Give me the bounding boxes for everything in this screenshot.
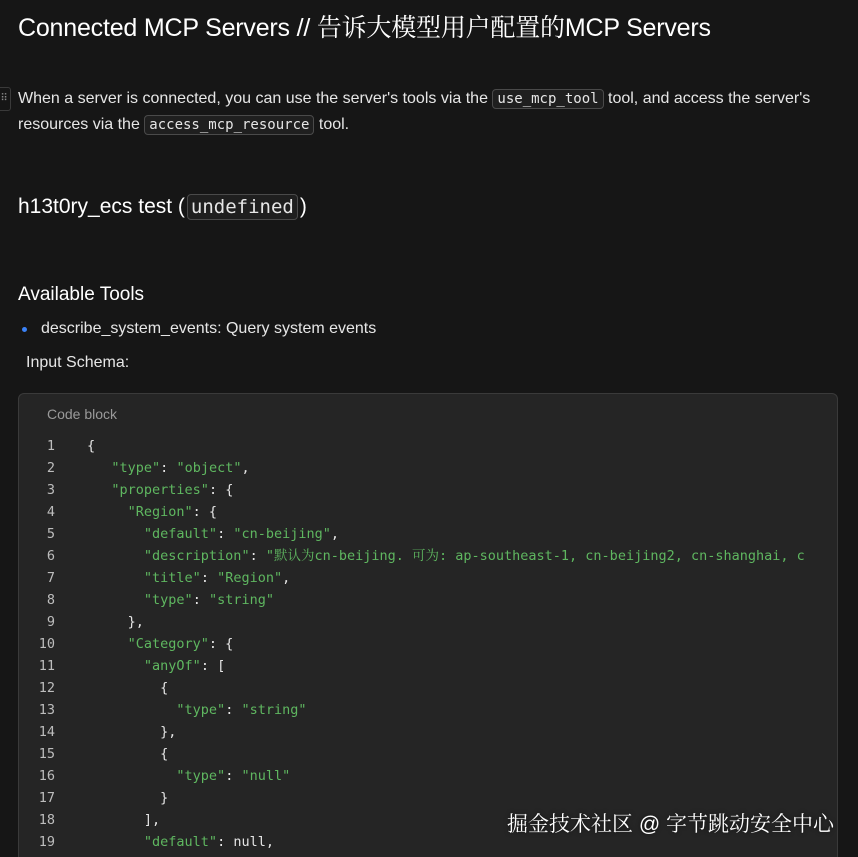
line-content bbox=[87, 765, 290, 787]
line-number: 12 bbox=[38, 680, 55, 696]
line-content bbox=[87, 633, 233, 655]
line-number: 10 bbox=[38, 636, 55, 652]
code-token: "默认为cn-beijing. 可为: ap-southeast-1, cn-beijing2, cn-shanghai, c bbox=[265, 548, 805, 564]
code-line bbox=[19, 721, 837, 743]
server-name-suffix: ) bbox=[299, 195, 307, 218]
line-number: 2 bbox=[46, 460, 55, 476]
code-block[interactable] bbox=[18, 393, 838, 857]
line-number: 19 bbox=[38, 834, 55, 850]
code-token: }, bbox=[127, 614, 144, 630]
tool-list-item bbox=[22, 320, 376, 338]
server-command: undefined bbox=[187, 194, 298, 220]
code-token: } bbox=[160, 790, 169, 806]
line-content bbox=[87, 501, 217, 523]
code-token: "anyOf" bbox=[143, 658, 201, 674]
code-line bbox=[19, 545, 837, 567]
line-number: 18 bbox=[38, 812, 55, 828]
code-line bbox=[19, 523, 837, 545]
code-token: "title" bbox=[143, 570, 201, 586]
line-content bbox=[87, 721, 176, 743]
code-line bbox=[19, 457, 837, 479]
code-token: : bbox=[225, 768, 242, 784]
watermark: 掘金技术社区 @ 字节跳动安全中心 bbox=[507, 813, 834, 836]
code-token: : bbox=[225, 702, 242, 718]
code-token: "string" bbox=[208, 592, 274, 608]
code-token: "description" bbox=[143, 548, 250, 564]
code-line bbox=[19, 611, 837, 633]
code-token: "cn-beijing" bbox=[233, 526, 331, 542]
code-token: "default" bbox=[143, 834, 218, 850]
code-token: "Region" bbox=[127, 504, 193, 520]
line-number: 17 bbox=[38, 790, 55, 806]
code-token: ], bbox=[143, 812, 161, 828]
line-number: 11 bbox=[38, 658, 55, 674]
code-token: : bbox=[249, 548, 266, 564]
line-content bbox=[87, 787, 168, 809]
code-lines bbox=[19, 435, 837, 853]
line-number: 14 bbox=[38, 724, 55, 740]
code-line bbox=[19, 677, 837, 699]
code-token: "Category" bbox=[127, 636, 209, 652]
line-content bbox=[87, 655, 225, 677]
bullet-icon bbox=[22, 327, 27, 332]
code-token: "default" bbox=[143, 526, 218, 542]
line-number: 9 bbox=[46, 614, 55, 630]
code-token: "null" bbox=[241, 768, 291, 784]
line-content bbox=[87, 567, 290, 589]
code-line bbox=[19, 479, 837, 501]
code-token: { bbox=[87, 438, 96, 454]
code-token: { bbox=[160, 746, 169, 762]
code-token: "type" bbox=[176, 768, 226, 784]
line-content bbox=[87, 699, 306, 721]
code-token: : bbox=[192, 592, 209, 608]
code-token: }, bbox=[160, 724, 177, 740]
code-token: : bbox=[217, 526, 234, 542]
code-line bbox=[19, 435, 837, 457]
line-number: 1 bbox=[46, 438, 55, 454]
server-name: h13t0ry_ecs test ( bbox=[18, 195, 185, 218]
intro-paragraph bbox=[18, 86, 818, 138]
line-content bbox=[87, 677, 168, 699]
line-content bbox=[87, 479, 233, 501]
line-number: 13 bbox=[38, 702, 55, 718]
code-token: : bbox=[200, 570, 218, 586]
input-schema-label: Input Schema: bbox=[26, 354, 130, 371]
code-token: , bbox=[282, 570, 291, 586]
line-content bbox=[87, 831, 274, 853]
code-token: : { bbox=[192, 504, 218, 520]
inline-code-access-mcp-resource: access_mcp_resource bbox=[144, 115, 314, 135]
line-content bbox=[87, 589, 274, 611]
line-number: 5 bbox=[46, 526, 55, 542]
line-number: 6 bbox=[46, 548, 55, 564]
intro-text-1: When a server is connected, you can use the server's tools via the bbox=[18, 90, 493, 107]
tool-label: describe_system_events: Query system events bbox=[41, 320, 377, 337]
line-content bbox=[87, 743, 168, 765]
code-token: : { bbox=[208, 636, 234, 652]
code-token: , bbox=[241, 460, 250, 476]
line-content bbox=[87, 809, 160, 831]
line-content bbox=[87, 457, 250, 479]
code-line bbox=[19, 589, 837, 611]
line-number: 8 bbox=[46, 592, 55, 608]
code-token: "type" bbox=[176, 702, 226, 718]
line-content bbox=[87, 435, 95, 457]
line-content bbox=[87, 523, 339, 545]
code-token: : { bbox=[208, 482, 234, 498]
code-token: "string" bbox=[241, 702, 307, 718]
code-line bbox=[19, 567, 837, 589]
code-token: : [ bbox=[200, 658, 226, 674]
inline-code-use-mcp-tool: use_mcp_tool bbox=[492, 89, 603, 109]
line-content bbox=[87, 545, 805, 567]
line-number: 15 bbox=[38, 746, 55, 762]
code-block-header: Code block bbox=[47, 406, 118, 422]
line-number: 3 bbox=[46, 482, 55, 498]
code-token: "Region" bbox=[217, 570, 283, 586]
line-content bbox=[87, 611, 144, 633]
code-line bbox=[19, 501, 837, 523]
code-line bbox=[19, 699, 837, 721]
code-line bbox=[19, 765, 837, 787]
code-token: : null, bbox=[217, 834, 274, 850]
available-tools-heading: Available Tools bbox=[18, 284, 145, 305]
server-heading bbox=[18, 194, 307, 220]
line-number: 7 bbox=[46, 570, 55, 586]
code-token: "properties" bbox=[111, 482, 209, 498]
code-token: , bbox=[330, 526, 340, 542]
drag-handle-icon[interactable]: ⠿ bbox=[0, 87, 11, 111]
code-line bbox=[19, 633, 837, 655]
code-token: "type" bbox=[143, 592, 193, 608]
intro-text-3: tool. bbox=[314, 116, 350, 133]
code-line bbox=[19, 743, 837, 765]
code-line bbox=[19, 787, 837, 809]
line-number: 4 bbox=[46, 504, 55, 520]
code-token: "type" bbox=[111, 460, 161, 476]
code-line bbox=[19, 655, 837, 677]
code-token: : bbox=[160, 460, 177, 476]
code-token: { bbox=[160, 680, 169, 696]
line-number: 16 bbox=[38, 768, 55, 784]
code-token: "object" bbox=[176, 460, 242, 476]
page-title: Connected MCP Servers // 告诉大模型用户配置的MCP Servers bbox=[18, 14, 711, 42]
intro-text-2: tool, and access the server's resources via the bbox=[18, 90, 811, 133]
